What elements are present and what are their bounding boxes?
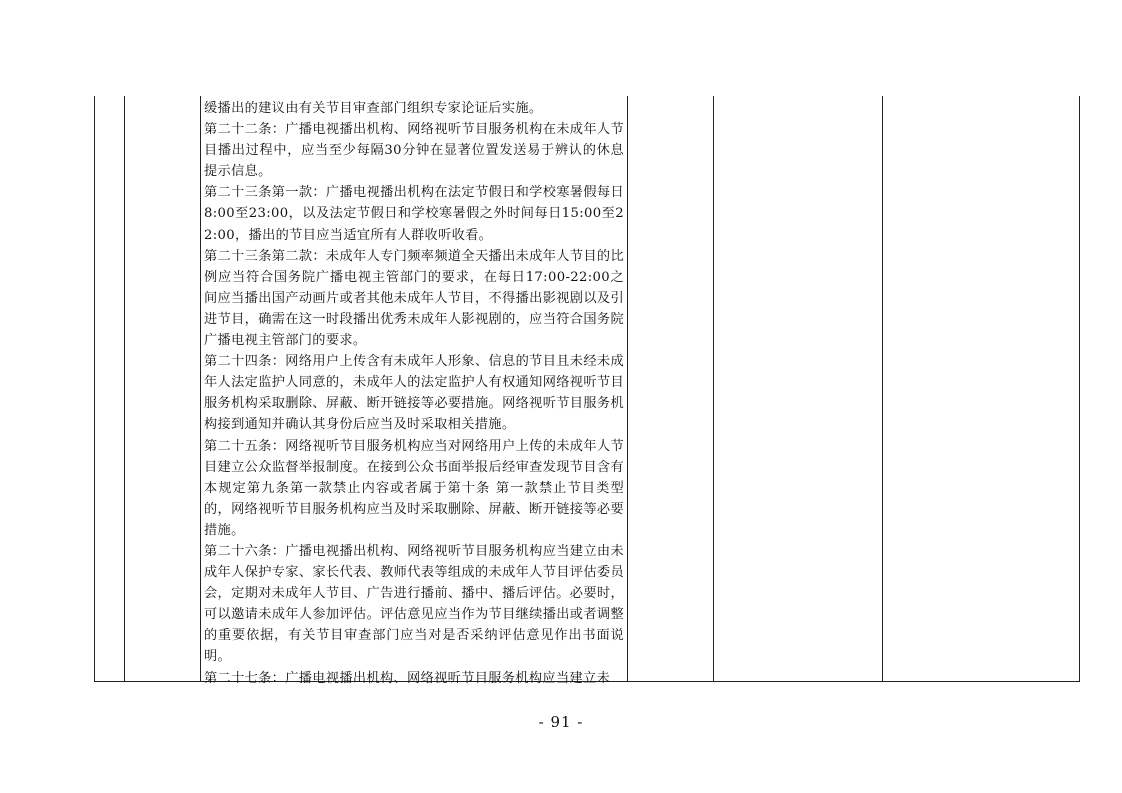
regulation-text-cell xyxy=(204,98,624,689)
paragraph: 第二十四条：网络用户上传含有未成年人形象、信息的节目且未经未成年人法定监护人同意的，未成年人的法定监护人有权通知网络视听节目服务机构采取删除、屏蔽、断开链接等必要措施。网络视听节目服务机构接到通知并确认其身份后应当及时采取相关措施。 xyxy=(204,354,624,433)
table-column-divider xyxy=(124,96,125,681)
paragraph: 第二十六条：广播电视播出机构、网络视听节目服务机构应当建立由未成年人保护专家、家长代表、教师代表等组成的未成年人节目评估委员会，定期对未成年人节目、广告进行播前、播中、播后评估。必要时，可以邀请未成年人参加评估。评估意见应当作为节目继续播出或者调整的重要依据，有关节目审查部门应当对是否采纳评估意见作出书面说明。 xyxy=(204,543,624,665)
regulation-table xyxy=(94,96,1080,686)
table-column-divider xyxy=(713,96,714,681)
page-number: - 91 - xyxy=(538,713,584,731)
table-column-divider xyxy=(627,96,628,681)
paragraph: 缓播出的建议由有关节目审查部门组织专家论证后实施。 xyxy=(204,101,543,116)
paragraph: 第二十三条第一款：广播电视播出机构在法定节假日和学校寒暑假每日8:00至23:00，以及法定节假日和学校寒暑假之外时间每日15:00至22:00，播出的节目应当适宜所有人群收听收看。 xyxy=(204,185,624,243)
table-column-divider xyxy=(200,96,201,681)
table-column-divider xyxy=(882,96,883,681)
paragraph: 第二十五条：网络视听节目服务机构应当对网络用户上传的未成年人节目建立公众监督举报制度。在接到公众书面举报后经审查发现节目含有本规定第九条第一款禁止内容或者属于第十条 第一款禁止节目类型的，网络视听节目服务机构应当及时采取删除、屏蔽、断开链接等必要措施。 xyxy=(204,438,624,538)
paragraph: 第二十七条：广播电视播出机构、网络视听节目服务机构应当建立未 xyxy=(204,670,611,686)
table-border-left xyxy=(94,96,95,681)
paragraph: 第二十三条第二款：未成年人专门频率频道全天播出未成年人节目的比例应当符合国务院广播电视主管部门的要求，在每日17:00-22:00之间应当播出国产动画片或者其他未成年人节目，不得播出影视剧以及引进节目，确需在这一时段播出优秀未成年人影视剧的，应当符合国务院广播电视主管部门的要求。 xyxy=(204,248,624,349)
paragraph: 第二十二条：广播电视播出机构、网络视听节目服务机构在未成年人节目播出过程中，应当至少每隔30分钟在显著位置发送易于辨认的休息提示信息。 xyxy=(204,122,624,180)
